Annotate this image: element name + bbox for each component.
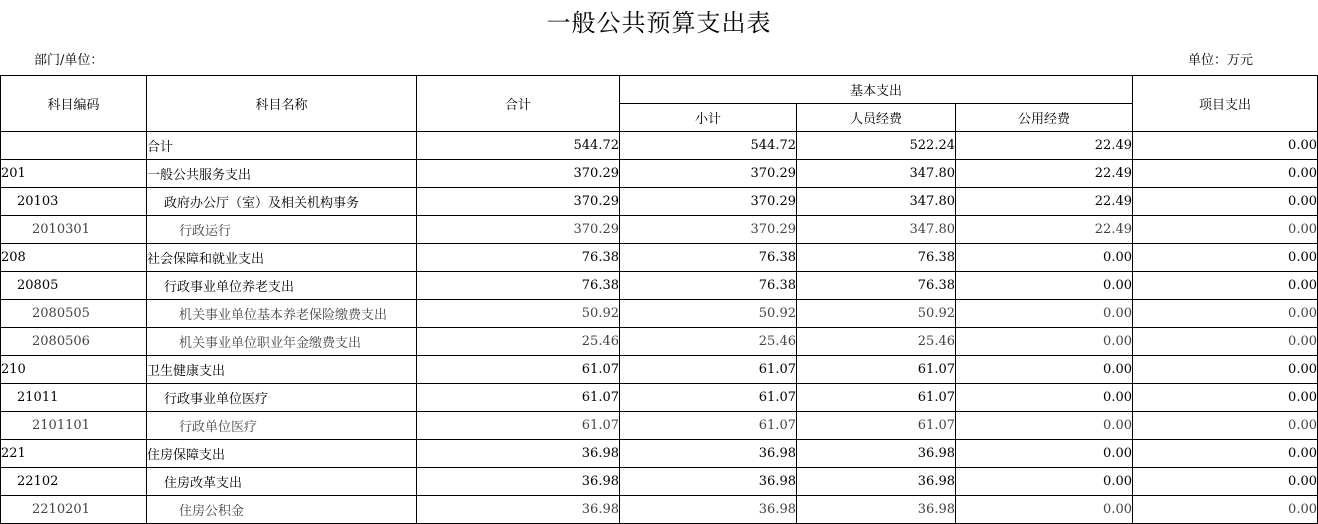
table-row xyxy=(1,272,1318,300)
cell-subtotal: 61.07 xyxy=(620,412,797,440)
cell-personnel: 347.80 xyxy=(797,188,956,216)
cell-total: 370.29 xyxy=(417,216,620,244)
cell-project: 0.00 xyxy=(1133,160,1318,188)
cell-public: 0.00 xyxy=(956,328,1133,356)
cell-total: 25.46 xyxy=(417,328,620,356)
header-project: 项目支出 xyxy=(1133,76,1318,132)
table-row xyxy=(1,188,1318,216)
cell-code: 201 xyxy=(1,160,147,188)
cell-code xyxy=(1,132,147,160)
cell-total: 370.29 xyxy=(417,160,620,188)
cell-project: 0.00 xyxy=(1133,216,1318,244)
cell-total: 61.07 xyxy=(417,356,620,384)
cell-project: 0.00 xyxy=(1133,412,1318,440)
cell-code: 22102 xyxy=(1,468,147,496)
page-title: 一般公共预算支出表 xyxy=(546,9,772,37)
cell-total: 50.92 xyxy=(417,300,620,328)
cell-personnel: 76.38 xyxy=(797,272,956,300)
cell-code: 2101101 xyxy=(1,412,147,440)
budget-table xyxy=(0,75,1318,524)
table-row xyxy=(1,160,1318,188)
cell-subtotal: 36.98 xyxy=(620,440,797,468)
header-subtotal: 小计 xyxy=(620,104,797,132)
cell-personnel: 61.07 xyxy=(797,356,956,384)
cell-personnel: 50.92 xyxy=(797,300,956,328)
cell-project: 0.00 xyxy=(1133,328,1318,356)
cell-name: 政府办公厅（室）及相关机构事务 xyxy=(147,188,417,216)
cell-personnel: 61.07 xyxy=(797,384,956,412)
cell-name: 行政事业单位养老支出 xyxy=(147,272,417,300)
department-label: 部门/单位： xyxy=(34,53,104,68)
cell-subtotal: 61.07 xyxy=(620,384,797,412)
table-row xyxy=(1,244,1318,272)
cell-personnel: 25.46 xyxy=(797,328,956,356)
cell-subtotal: 370.29 xyxy=(620,216,797,244)
table-row xyxy=(1,496,1318,524)
cell-name: 住房公积金 xyxy=(147,496,417,524)
cell-code: 2010301 xyxy=(1,216,147,244)
cell-public: 0.00 xyxy=(956,440,1133,468)
cell-code: 20103 xyxy=(1,188,147,216)
cell-public: 0.00 xyxy=(956,272,1133,300)
cell-code: 210 xyxy=(1,356,147,384)
table-row xyxy=(1,440,1318,468)
cell-personnel: 522.24 xyxy=(797,132,956,160)
cell-public: 22.49 xyxy=(956,188,1133,216)
cell-project: 0.00 xyxy=(1133,384,1318,412)
cell-subtotal: 50.92 xyxy=(620,300,797,328)
cell-public: 0.00 xyxy=(956,496,1133,524)
cell-name: 合计 xyxy=(147,132,417,160)
table-row xyxy=(1,468,1318,496)
cell-personnel: 61.07 xyxy=(797,412,956,440)
cell-name: 行政运行 xyxy=(147,216,417,244)
cell-code: 221 xyxy=(1,440,147,468)
cell-name: 机关事业单位职业年金缴费支出 xyxy=(147,328,417,356)
table-body xyxy=(1,132,1318,524)
cell-total: 36.98 xyxy=(417,496,620,524)
cell-code: 2210201 xyxy=(1,496,147,524)
cell-subtotal: 370.29 xyxy=(620,188,797,216)
table-row xyxy=(1,300,1318,328)
cell-subtotal: 370.29 xyxy=(620,160,797,188)
cell-project: 0.00 xyxy=(1133,440,1318,468)
cell-project: 0.00 xyxy=(1133,272,1318,300)
cell-name: 社会保障和就业支出 xyxy=(147,244,417,272)
cell-project: 0.00 xyxy=(1133,496,1318,524)
cell-public: 0.00 xyxy=(956,412,1133,440)
cell-name: 卫生健康支出 xyxy=(147,356,417,384)
table-row xyxy=(1,216,1318,244)
header-personnel: 人员经费 xyxy=(797,104,956,132)
cell-personnel: 36.98 xyxy=(797,440,956,468)
cell-name: 住房保障支出 xyxy=(147,440,417,468)
header-name: 科目名称 xyxy=(147,76,417,132)
cell-public: 0.00 xyxy=(956,384,1133,412)
cell-total: 76.38 xyxy=(417,272,620,300)
header-public: 公用经费 xyxy=(956,104,1133,132)
cell-public: 0.00 xyxy=(956,244,1133,272)
table-row xyxy=(1,384,1318,412)
cell-total: 76.38 xyxy=(417,244,620,272)
cell-total: 61.07 xyxy=(417,384,620,412)
cell-code: 2080505 xyxy=(1,300,147,328)
cell-name: 住房改革支出 xyxy=(147,468,417,496)
cell-public: 22.49 xyxy=(956,160,1133,188)
table-row-total xyxy=(1,132,1318,160)
cell-subtotal: 61.07 xyxy=(620,356,797,384)
cell-total: 36.98 xyxy=(417,468,620,496)
cell-public: 0.00 xyxy=(956,356,1133,384)
cell-name: 行政单位医疗 xyxy=(147,412,417,440)
header-total: 合计 xyxy=(417,76,620,132)
cell-code: 208 xyxy=(1,244,147,272)
cell-project: 0.00 xyxy=(1133,244,1318,272)
table-row xyxy=(1,356,1318,384)
cell-personnel: 347.80 xyxy=(797,216,956,244)
cell-subtotal: 76.38 xyxy=(620,244,797,272)
cell-project: 0.00 xyxy=(1133,300,1318,328)
cell-total: 61.07 xyxy=(417,412,620,440)
cell-subtotal: 76.38 xyxy=(620,272,797,300)
cell-public: 22.49 xyxy=(956,132,1133,160)
table-row xyxy=(1,412,1318,440)
header-basic: 基本支出 xyxy=(620,76,1133,104)
cell-subtotal: 36.98 xyxy=(620,496,797,524)
cell-personnel: 36.98 xyxy=(797,468,956,496)
cell-total: 370.29 xyxy=(417,188,620,216)
cell-code: 21011 xyxy=(1,384,147,412)
cell-public: 0.00 xyxy=(956,300,1133,328)
cell-code: 20805 xyxy=(1,272,147,300)
cell-project: 0.00 xyxy=(1133,188,1318,216)
cell-personnel: 76.38 xyxy=(797,244,956,272)
cell-public: 22.49 xyxy=(956,216,1133,244)
cell-total: 544.72 xyxy=(417,132,620,160)
cell-project: 0.00 xyxy=(1133,132,1318,160)
cell-name: 机关事业单位基本养老保险缴费支出 xyxy=(147,300,417,328)
cell-name: 行政事业单位医疗 xyxy=(147,384,417,412)
table-row xyxy=(1,328,1318,356)
cell-public: 0.00 xyxy=(956,468,1133,496)
cell-total: 36.98 xyxy=(417,440,620,468)
header-code: 科目编码 xyxy=(1,76,147,132)
cell-project: 0.00 xyxy=(1133,356,1318,384)
table-header xyxy=(1,76,1318,132)
cell-personnel: 36.98 xyxy=(797,496,956,524)
cell-name: 一般公共服务支出 xyxy=(147,160,417,188)
cell-personnel: 347.80 xyxy=(797,160,956,188)
cell-project: 0.00 xyxy=(1133,468,1318,496)
cell-subtotal: 25.46 xyxy=(620,328,797,356)
cell-subtotal: 36.98 xyxy=(620,468,797,496)
cell-subtotal: 544.72 xyxy=(620,132,797,160)
unit-label: 单位：万元 xyxy=(1188,53,1254,68)
cell-code: 2080506 xyxy=(1,328,147,356)
